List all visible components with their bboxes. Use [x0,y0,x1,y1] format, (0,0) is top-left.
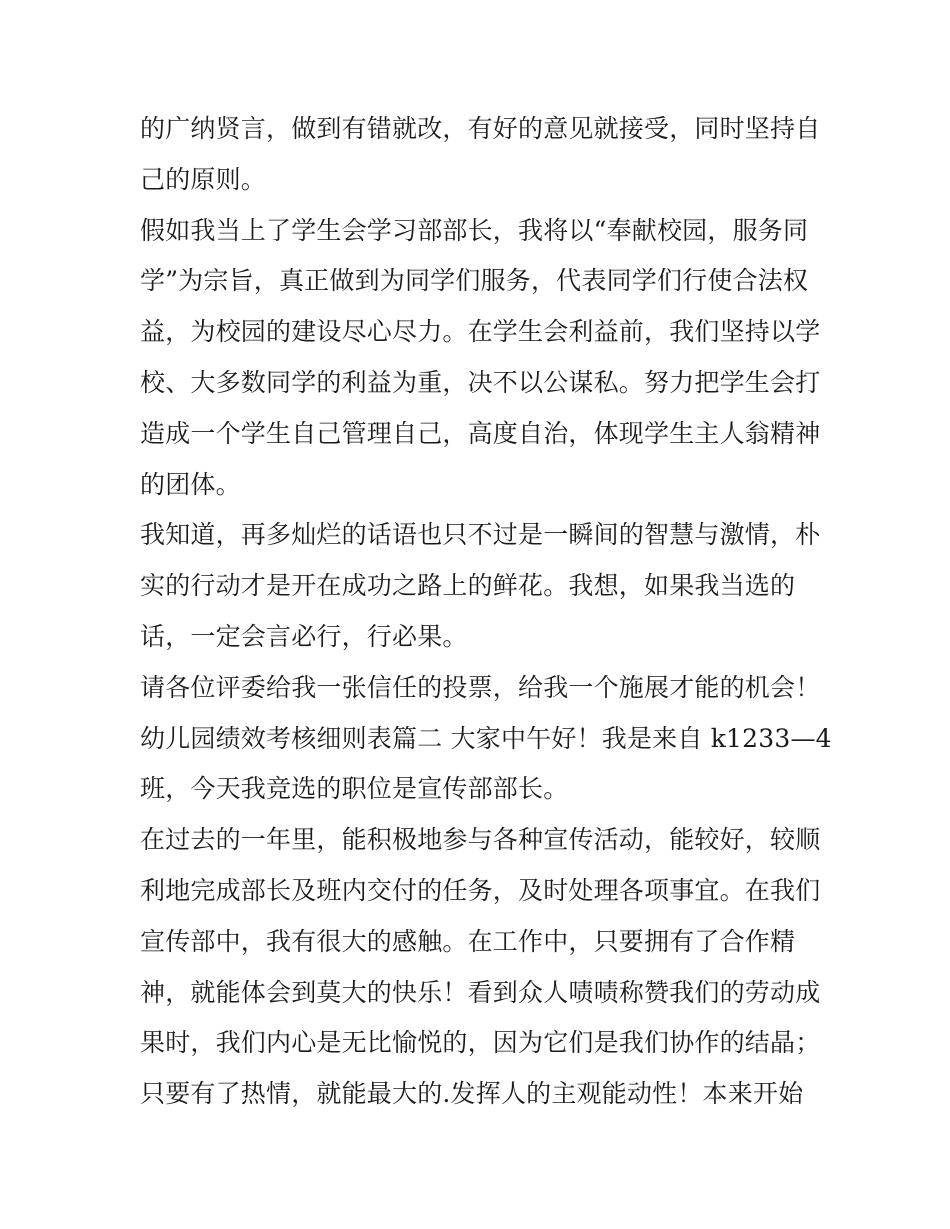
text-line: 请各位评委给我一张信任的投票，给我一个施展才能的机会！ [140,672,821,702]
text-line: 造成一个学生自己管理自己，高度自治，体现学生主人翁精神 [140,418,821,448]
text-line: 话，一定会言必行，行必果。 [140,621,468,651]
text-line: 的团体。 [140,469,241,499]
text-line: 只要有了热情，就能最大的.发挥人的主观能动性！本来开始 [140,1079,804,1109]
text-line: 我知道，再多灿烂的话语也只不过是一瞬间的智慧与激情，朴 [140,520,821,550]
text-line: 班，今天我竞选的职位是宣传部部长。 [140,774,569,804]
text-line: 在过去的一年里，能积极地参与各种宣传活动，能较好，较顺 [140,825,821,855]
text-line: 的广纳贤言，做到有错就改，有好的意见就接受，同时坚持自 [140,114,821,143]
text-line: 宣传部中，我有很大的感触。在工作中，只要拥有了合作精 [140,926,796,956]
text-line: 校、大多数同学的利益为重，决不以公谋私。努力把学生会打 [140,367,821,397]
text-line: 学”为宗旨，真正做到为同学们服务，代表同学们行使合法权 [140,266,809,296]
text-line: 实的行动才是开在成功之路上的鲜花。我想，如果我当选的 [140,571,796,601]
text-line: 神，就能体会到莫大的快乐！看到众人啧啧称赞我们的劳动成 [140,977,821,1007]
text-line: 益，为校园的建设尽心尽力。在学生会利益前，我们坚持以学 [140,317,821,347]
text-line: 假如我当上了学生会学习部部长，我将以“奉献校园，服务同 [140,215,809,245]
document-body [140,104,832,1120]
text-line: 己的原则。 [140,164,267,194]
text-line: 幼儿园绩效考核细则表篇二 大家中午好！我是来自 k1233—4 [140,723,832,753]
text-line: 利地完成部长及班内交付的任务，及时处理各项事宜。在我们 [140,875,821,905]
text-line: 果时，我们内心是无比愉悦的，因为它们是我们协作的结晶； [140,1028,821,1058]
